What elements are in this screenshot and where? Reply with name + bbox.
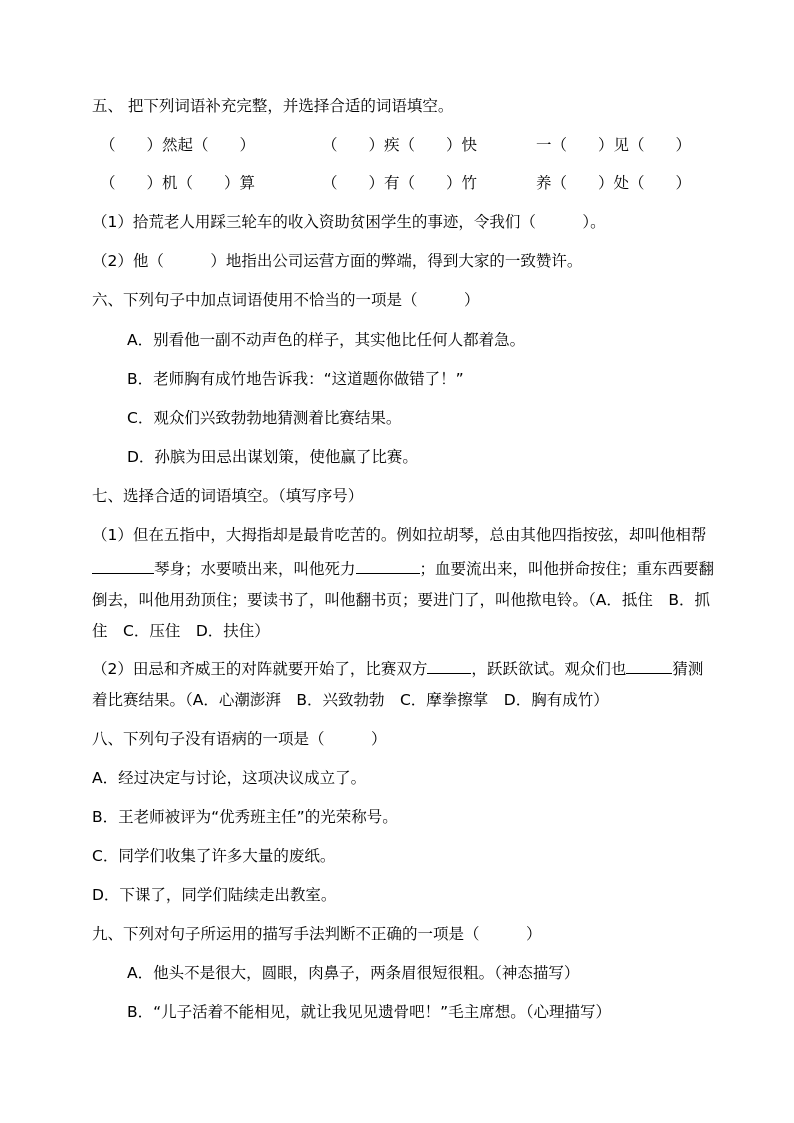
fill-blank	[92, 559, 154, 574]
q5-sentence-1: （1）拾荒老人用踩三轮车的收入资助贫困学生的事迹，令我们（ ）。	[92, 213, 606, 231]
q7-p1-line-4: 住 C．压住 D．扶住）	[92, 622, 270, 640]
q9-option-b: B．“儿子活着不能相见，就让我见见遗骨吧！”毛主席想。（心理描写）	[127, 1003, 611, 1021]
q7-p2-text: （2）田忌和齐威王的对阵就要开始了，比赛双方	[92, 660, 428, 678]
q7-p2-line-1	[92, 658, 712, 680]
q6-option-c: C．观众们兴致勃勃地猜测着比赛结果。	[127, 409, 402, 427]
q7-p1-line-1: （1）但在五指中，大拇指却是最肯吃苦的。例如拉胡琴，总由其他四指按弦，却叫他相帮	[92, 526, 707, 544]
q9-option-a: A．他头不是很大，圆眼，肉鼻子，两条眉很短很粗。（神态描写）	[127, 964, 580, 982]
fill-blank	[427, 659, 471, 674]
q5-word-blank: （ ）机（ ）算	[100, 174, 256, 192]
q5-word-blank: （ ）疾（ ）快	[322, 136, 478, 154]
q8-title: 八、下列句子没有语病的一项是（ ）	[92, 730, 387, 748]
q7-p1-text: ；血要流出来，叫他拼命按住；重东西要翻	[419, 560, 715, 578]
q7-p1-line-3: 倒去，叫他用劲顶住；要读书了，叫他翻书页；要进门了，叫他揿电铃。（A．抵住 B．抓	[92, 591, 710, 609]
q6-title: 六、下列句子中加点词语使用不恰当的一项是（ ）	[92, 291, 480, 309]
q7-p1-line-2	[92, 558, 715, 580]
q7-p2-text: ，跃跃欲试。观众们也	[471, 660, 627, 678]
q7-p2-line-2: 着比赛结果。（A．心潮澎湃 B．兴致勃勃 C．摩拳擦掌 D．胸有成竹）	[92, 691, 609, 709]
fill-blank	[356, 559, 420, 574]
q5-word-blank: 养（ ）处（ ）	[536, 174, 692, 192]
q7-p1-text: 琴身；水要喷出来，叫他死力	[154, 560, 356, 578]
q8-option-c: C．同学们收集了许多大量的废纸。	[92, 847, 336, 865]
q6-option-a: A．别看他一副不动声色的样子，其实他比任何人都着急。	[127, 331, 526, 349]
q6-option-b: B．老师胸有成竹地告诉我：“这道题你做错了！”	[127, 370, 464, 388]
q8-option-d: D．下课了，同学们陆续走出教室。	[92, 886, 337, 904]
q8-option-b: B．王老师被评为“优秀班主任”的光荣称号。	[92, 808, 398, 826]
fill-blank	[626, 659, 672, 674]
q9-title: 九、下列对句子所运用的描写手法判断不正确的一项是（ ）	[92, 925, 542, 943]
q7-title: 七、选择合适的词语填空。（填写序号）	[92, 487, 364, 505]
q5-word-blank: （ ）有（ ）竹	[322, 174, 478, 192]
q6-option-d: D．孙膑为田忌出谋划策，使他赢了比赛。	[127, 448, 418, 466]
q5-sentence-2: （2）他（ ）地指出公司运营方面的弊端，得到大家的一致赞许。	[92, 252, 583, 270]
q5-word-blank: （ ）然起（ ）	[100, 136, 256, 154]
q7-p2-text: 猜测	[672, 660, 704, 678]
q8-option-a: A．经过决定与讨论，这项决议成立了。	[92, 769, 367, 787]
q5-word-blank: 一（ ）见（ ）	[536, 136, 692, 154]
q5-title: 五、 把下列词语补充完整，并选择合适的词语填空。	[92, 97, 454, 115]
